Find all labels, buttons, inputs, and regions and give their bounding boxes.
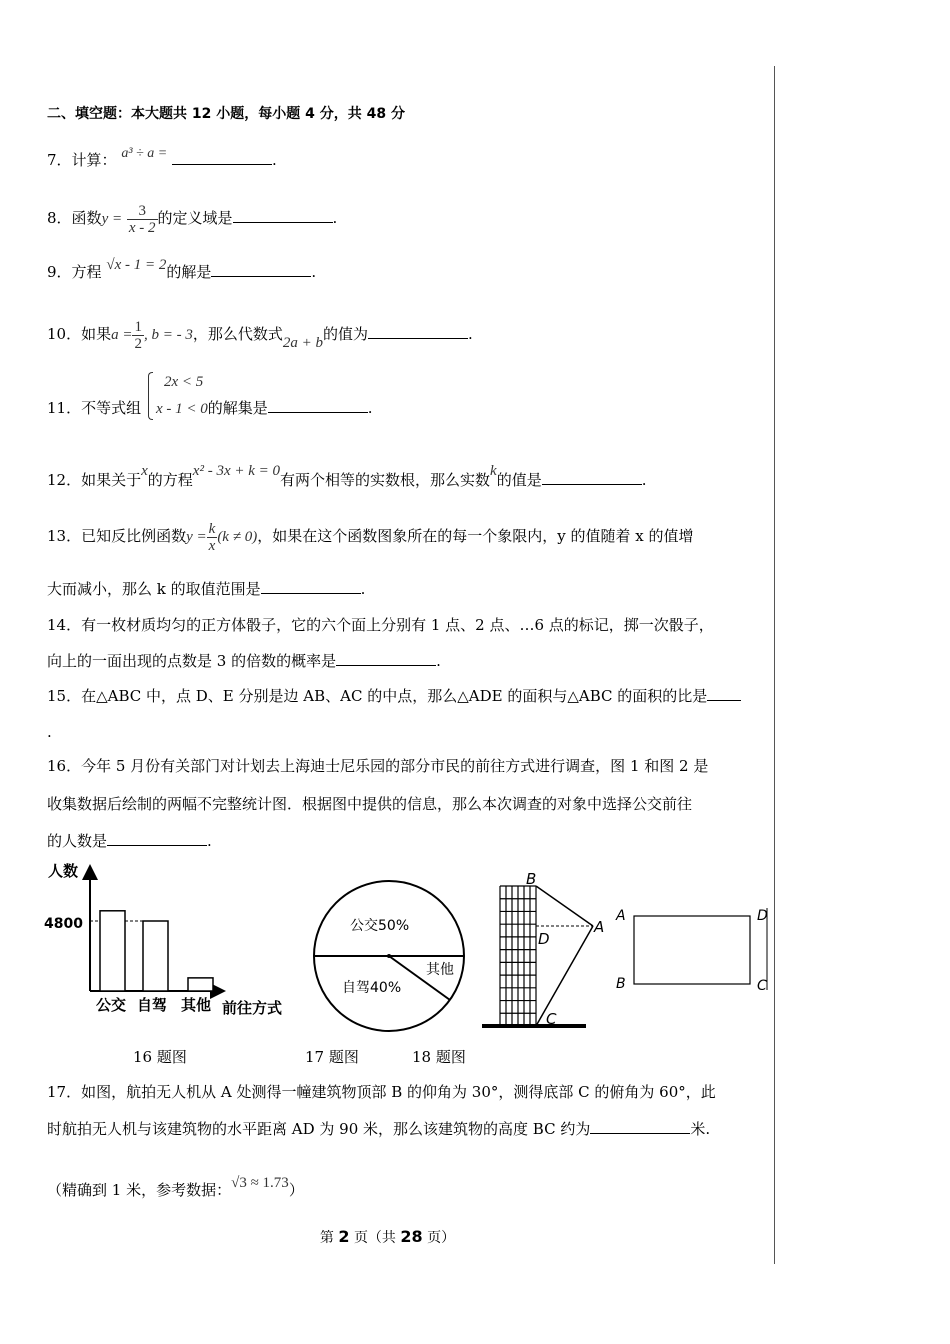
answer-blank[interactable] — [211, 262, 311, 277]
question-text: 有两个相等的实数根，那么实数 — [280, 471, 491, 489]
question-text: 已知反比例函数 — [81, 527, 187, 545]
denominator: 2 — [134, 335, 142, 352]
question-7 — [47, 146, 277, 172]
question-number: 8． — [47, 209, 72, 227]
answer-blank[interactable] — [107, 831, 207, 846]
question-text: 大而减小，那么 k 的取值范围是 — [47, 580, 261, 598]
question-text: 15．在△ABC 中，点 D、E 分别是边 AB、AC 的中点，那么△ADE 的面积与△ABC 的面积的比是 — [47, 687, 708, 705]
question-text: 的值是 — [496, 471, 542, 489]
bar-自驾 — [143, 921, 168, 991]
numerator: 1 — [134, 318, 142, 335]
pie-slice-label: 公交50% — [350, 918, 410, 934]
footer-text: 页（共 — [353, 1230, 396, 1246]
answer-blank[interactable] — [261, 579, 361, 594]
inequality-1: 2x < 5 — [164, 374, 204, 390]
math-expression: a³ ÷ a = — [121, 146, 168, 161]
building-figure-18 — [478, 866, 628, 1034]
corner-label: C — [757, 978, 767, 994]
sight-line-ab — [536, 886, 593, 926]
category-label: 公交 — [96, 996, 127, 1014]
question-10 — [47, 316, 473, 353]
inequality-2: x - 1 < 0 — [156, 401, 208, 417]
figure-caption-16: 16 题图 — [133, 1048, 187, 1066]
period: . — [360, 580, 366, 598]
period: . — [47, 723, 52, 741]
pie-slice-label: 其他 — [426, 962, 454, 978]
point-label: B — [526, 870, 537, 888]
question-text: 时航拍无人机与该建筑物的水平距离 AD 为 90 米，那么该建筑物的高度 BC 约为 — [47, 1120, 591, 1138]
denominator: x — [208, 537, 216, 554]
question-number: 12． — [47, 471, 82, 489]
y-tick-label: 4800 — [44, 916, 83, 932]
question-text: 的定义域是 — [157, 209, 233, 227]
question-text: 函数 — [71, 209, 102, 227]
note-text: ） — [288, 1181, 304, 1199]
question-text: 的方程 — [147, 471, 193, 489]
fraction — [132, 319, 144, 352]
question-number: 7． — [47, 151, 72, 169]
question-text: 方程 — [71, 263, 102, 281]
question-text: ，如果在这个函数图象所在的每一个象限内，y 的值随着 x 的值增 — [257, 527, 694, 545]
question-number: 13． — [47, 527, 82, 545]
question-text: 计算： — [71, 151, 117, 169]
category-label: 自驾 — [137, 996, 168, 1014]
answer-blank[interactable] — [590, 1119, 690, 1134]
question-text: 的人数是 — [47, 832, 108, 850]
numerator: 3 — [127, 203, 158, 220]
point-label: A — [594, 918, 605, 936]
page-margin-rule — [774, 66, 775, 1264]
math-expression: √3 ≈ 1.73 — [231, 1175, 289, 1191]
building — [500, 886, 536, 1026]
question-text: 如果关于 — [81, 471, 142, 489]
question-number: 9． — [47, 263, 72, 281]
x-axis-label: 前往方式 — [222, 999, 283, 1017]
category-label: 其他 — [181, 996, 212, 1014]
question-16: 16．今年 5 月份有关部门对计划去上海迪士尼乐园的部分市民的前往方式进行调查，图 1 和图 2 是 — [47, 757, 709, 775]
page-number: 2 — [338, 1227, 350, 1246]
question-text: 向上的一面出现的点数是 3 的倍数的概率是 — [47, 652, 337, 670]
answer-blank[interactable] — [707, 686, 741, 701]
math-variable: k — [490, 463, 497, 479]
answer-blank[interactable] — [336, 651, 436, 666]
bars — [100, 911, 213, 991]
question-12 — [47, 463, 647, 491]
question-15 — [47, 686, 741, 706]
question-text: 的值为 — [323, 325, 369, 343]
answer-blank[interactable] — [233, 208, 333, 223]
question-text: ，那么代数式 — [192, 325, 283, 343]
pie-center — [387, 954, 391, 958]
math-expression: x² - 3x + k = 0 — [192, 463, 281, 479]
math-expression: √x - 1 = 2 — [106, 257, 167, 273]
question-9 — [47, 257, 317, 283]
period: . — [332, 209, 338, 227]
period: . — [207, 832, 212, 850]
question-text: 的解是 — [166, 263, 212, 281]
figure-caption-17: 17 题图 — [305, 1048, 359, 1066]
unit: 米. — [690, 1120, 711, 1138]
denominator: x - 2 — [128, 219, 156, 236]
question-number: 10． — [47, 325, 82, 343]
corner-label: B — [616, 976, 626, 992]
question-16-line2: 收集数据后绘制的两幅不完整统计图．根据图中提供的信息，那么本次调查的对象中选择公交前往 — [47, 795, 693, 813]
corner-label: A — [616, 908, 626, 924]
numerator: k — [208, 520, 216, 537]
footer-text: 页） — [427, 1230, 456, 1246]
math-expression: , b = - 3 — [143, 327, 193, 343]
system-brace — [148, 372, 153, 420]
corner-label: D — [757, 908, 768, 924]
note-text: （精确到 1 米，参考数据： — [47, 1181, 232, 1199]
question-11-tail — [156, 398, 373, 419]
question-14: 14．有一枚材质均匀的正方体骰子，它的六个面上分别有 1 点、2 点、…6 点的标记，掷一次骰子， — [47, 616, 714, 634]
math-expression: 2a + b — [282, 335, 323, 351]
page-footer — [0, 1227, 775, 1247]
bar-公交 — [100, 911, 125, 991]
pie-chart-17 — [308, 868, 472, 1032]
math-variable: y = — [186, 529, 207, 545]
point-label: C — [546, 1010, 557, 1028]
pie-slice-label: 自驾40% — [342, 980, 402, 996]
question-17-note — [47, 1175, 304, 1201]
question-text: 不等式组 — [81, 399, 142, 417]
question-text: 的解集是 — [207, 399, 268, 417]
section-title: 二、填空题：本大题共 12 小题，每小题 4 分，共 48 分 — [47, 106, 405, 122]
footer-text: 第 — [319, 1230, 334, 1246]
math-variable: x — [141, 463, 148, 479]
y-axis-label: 人数 — [48, 862, 79, 880]
period: . — [311, 263, 317, 281]
question-number: 11． — [47, 399, 82, 417]
answer-blank[interactable] — [542, 470, 642, 485]
answer-blank[interactable] — [268, 398, 368, 413]
page-total: 28 — [400, 1227, 423, 1246]
period: . — [271, 151, 277, 169]
rectangle-figure — [612, 900, 772, 996]
math-condition: (k ≠ 0) — [217, 529, 258, 545]
bar-chart-16 — [40, 858, 300, 1028]
rectangle — [634, 916, 750, 984]
question-13-line2 — [47, 579, 365, 599]
question-11 — [47, 398, 141, 418]
bar-其他 — [188, 978, 213, 991]
question-17-line2 — [47, 1119, 710, 1139]
question-14-line2 — [47, 651, 441, 671]
period: . — [367, 399, 373, 417]
answer-blank[interactable] — [172, 150, 272, 165]
question-17: 17．如图，航拍无人机从 A 处测得一幢建筑物顶部 B 的仰角为 30°，测得底部 C 的俯角为 60°，此 — [47, 1083, 716, 1101]
period: . — [641, 471, 647, 489]
math-variable: a = — [111, 327, 133, 343]
answer-blank[interactable] — [368, 324, 468, 339]
question-13 — [47, 518, 693, 555]
point-label: D — [538, 930, 550, 948]
period: . — [468, 325, 473, 343]
math-variable: y = — [101, 211, 123, 227]
fraction — [207, 521, 218, 554]
question-8 — [47, 200, 337, 237]
question-16-line3 — [47, 831, 212, 851]
figure-caption-18: 18 题图 — [412, 1048, 466, 1066]
period: . — [436, 652, 441, 670]
fraction — [127, 203, 158, 236]
question-text: 如果 — [81, 325, 112, 343]
